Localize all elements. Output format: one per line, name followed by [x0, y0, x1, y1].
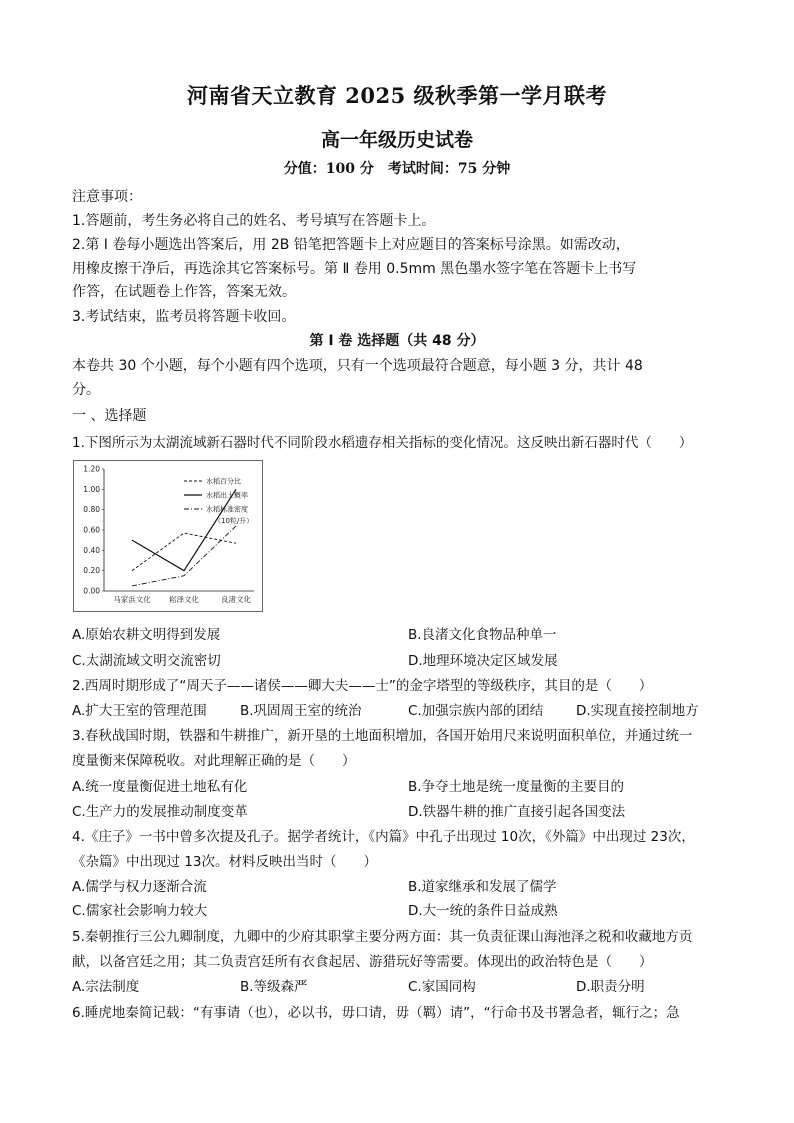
- q3-option-a[interactable]: A.统一度量衡促进土地私有化: [72, 779, 248, 795]
- q2-option-c[interactable]: C.加强宗族内部的团结: [408, 703, 544, 719]
- q3-stem-a: 3.春秋战国时期，铁器和牛耕推广，新开垦的土地面积增加，各国开始用尺来说明面积单位，并通过统一: [72, 728, 693, 744]
- q4-option-b[interactable]: B.道家继承和发展了儒学: [408, 879, 557, 895]
- q1-option-c[interactable]: C.太湖流域文明交流密切: [72, 653, 221, 669]
- y-tick-label: 1.00: [83, 484, 100, 494]
- q3-option-b[interactable]: B.争夺土地是统一度量衡的主要目的: [408, 779, 625, 795]
- q2-stem: 2.西周时期形成了“周天子——诸侯——卿大夫——士”的金字塔型的等级秩序，其目的是（ ）: [72, 678, 653, 694]
- q3-option-d[interactable]: D.铁器牛耕的推广直接引起各国变法: [408, 804, 626, 820]
- q5-stem-b: 献，以备宫廷之用；其二负责宫廷所有衣食起居、游猎玩好等需要。体现出的政治特色是（ ）: [72, 954, 653, 970]
- rice-chart: [73, 460, 263, 612]
- y-tick-label: 0.60: [83, 525, 100, 535]
- q4-option-d[interactable]: D.大一统的条件日益成熟: [408, 903, 558, 919]
- exam-subtitle: 高一年级历史试卷: [320, 129, 473, 151]
- section-intro-b: 分。: [72, 382, 100, 398]
- q6-stem: 6.睡虎地秦简记载：“有事请（也），必以书，毋口请，毋（羁）请”，“行命书及书署急者，辄行之；急: [72, 1005, 680, 1021]
- notes-heading: 注意事项：: [72, 189, 142, 205]
- x-tick-label: 马家浜文化: [113, 595, 151, 604]
- q5-stem-a: 5.秦朝推行三公九卿制度，九卿中的少府其职掌主要分两方面：其一负责征课山海池泽之税和收藏地方贡: [72, 929, 693, 945]
- rice-chart-svg: [74, 461, 262, 611]
- series-line-2: [132, 489, 236, 570]
- q5-option-a[interactable]: A.宗法制度: [72, 979, 140, 995]
- x-tick-label: 良渚文化: [221, 595, 251, 604]
- q4-option-a[interactable]: A.儒学与权力逐渐合流: [72, 879, 207, 895]
- legend-label: 水稻百分比: [206, 477, 241, 486]
- note-1: 1.答题前，考生务必将自己的姓名、考号填写在答题卡上。: [72, 213, 436, 229]
- y-tick-label: 0.80: [83, 505, 100, 515]
- q3-stem-b: 度量衡来保障税收。对此理解正确的是（ ）: [72, 753, 356, 769]
- note-3: 3.考试结束，监考员将答题卡收回。: [72, 309, 296, 325]
- part-title: 一 、选择题: [72, 408, 147, 424]
- q1-stem: 1.下图所示为太湖流域新石器时代不同阶段水稻遗存相关指标的变化情况。这反映出新石器时代（ ）: [72, 435, 693, 451]
- q5-option-c[interactable]: C.家国同构: [408, 979, 476, 995]
- q2-option-d[interactable]: D.实现直接控制地方: [576, 703, 699, 719]
- exam-title: 河南省天立教育 2025 级秋季第一学月联考: [186, 83, 608, 108]
- q5-option-d[interactable]: D.职责分明: [576, 979, 645, 995]
- q4-stem-a: 4.《庄子》一书中曾多次提及孔子。据学者统计，《内篇》中孔子出现过 10次，《外篇》中出现过 23次，: [72, 829, 695, 845]
- y-tick-label: 0.40: [83, 545, 100, 555]
- y-tick-label: 0.00: [83, 586, 100, 596]
- section-heading: 第 Ⅰ 卷 选择题（共 48 分）: [309, 333, 485, 349]
- legend-label: 水稻标准密度: [206, 505, 248, 514]
- legend-label: 水稻出土概率: [206, 491, 248, 500]
- note-2a: 2.第 Ⅰ 卷每小题选出答案后，用 2B 铅笔把答题卡上对应题目的答案标号涂黑。如需改动，: [72, 237, 630, 253]
- q2-option-b[interactable]: B.巩固周王室的统治: [240, 703, 362, 719]
- q4-option-c[interactable]: C.儒家社会影响力较大: [72, 903, 208, 919]
- exam-meta: 分值：100 分 考试时间：75 分钟: [283, 161, 511, 177]
- q3-option-c[interactable]: C.生产力的发展推动制度变革: [72, 804, 248, 820]
- section-intro-a: 本卷共 30 个小题，每个小题有四个选项，只有一个选项最符合题意，每小题 3 分，共计 48: [72, 358, 643, 374]
- y-tick-label: 0.20: [83, 566, 100, 576]
- q4-stem-b: 《杂篇》中出现过 13次。材料反映出当时（ ）: [72, 854, 377, 870]
- q1-option-a[interactable]: A.原始农耕文明得到发展: [72, 627, 221, 643]
- x-tick-label: 崧泽文化: [169, 595, 199, 604]
- q5-option-b[interactable]: B.等级森严: [240, 979, 308, 995]
- note-2c: 作答，在试题卷上作答，答案无效。: [72, 284, 296, 300]
- q1-option-d[interactable]: D.地理环境决定区域发展: [408, 653, 558, 669]
- series-line-3: [132, 526, 236, 586]
- q1-option-b[interactable]: B.良渚文化食物品种单一: [408, 627, 557, 643]
- legend-note: （10粒/升）: [214, 517, 254, 525]
- note-2b: 用橡皮擦干净后，再选涂其它答案标号。第 Ⅱ 卷用 0.5mm 黑色墨水签字笔在答题卡上书写: [72, 261, 637, 277]
- q2-option-a[interactable]: A.扩大王室的管理范围: [72, 703, 207, 719]
- y-tick-label: 1.20: [83, 464, 100, 474]
- series-line-1: [132, 533, 236, 571]
